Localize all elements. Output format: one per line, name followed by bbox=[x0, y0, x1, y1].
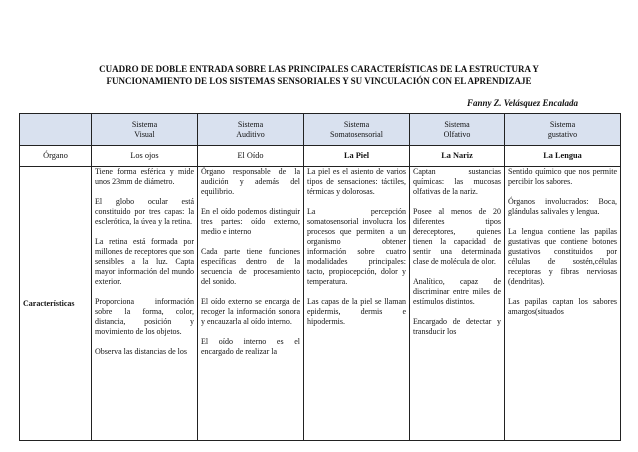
characteristic-paragraph: El globo ocular está constituido por tres capas: la esclerótica, la úvea y la retina. bbox=[95, 197, 194, 226]
organ-lengua: La Lengua bbox=[505, 146, 621, 167]
characteristic-paragraph: En el oído podemos distinguir tres partes: oído externo, medio e interno bbox=[201, 207, 300, 236]
characteristic-paragraph: Proporciona información sobre la forma, color, distancia, posición y movimiento de los objetos. bbox=[95, 297, 194, 336]
characteristic-paragraph: La percepción somatosensorial involucra los procesos que permiten a un organismo obtener información sobre cuatro modalidades principales: tacto, propiocepción, dolor y temperatura. bbox=[307, 207, 406, 286]
doc-title-line1: CUADRO DE DOBLE ENTRADA SOBRE LAS PRINCIPALES CARACTERÍSTICAS DE LA ESTRUCTURA Y bbox=[99, 64, 539, 74]
organ-visual: Los ojos bbox=[92, 146, 198, 167]
organ-piel: La Piel bbox=[304, 146, 410, 167]
characteristic-paragraph: Tiene forma esférica y mide unos 23mm de diámetro. bbox=[95, 167, 194, 186]
characteristic-paragraph: Encargado de detectar y transducir los bbox=[413, 317, 501, 336]
characteristics-label: Características bbox=[20, 167, 92, 441]
organ-auditivo: El Oído bbox=[198, 146, 304, 167]
characteristic-paragraph: Las papilas captan los sabores amargos(situados bbox=[508, 297, 617, 316]
doc-title-line2: FUNCIONAMIENTO DE LOS SISTEMAS SENSORIALES Y SU VINCULACIÓN CON EL APRENDIZAJE bbox=[106, 76, 532, 86]
characteristic-paragraph: El oído externo se encarga de recoger la información sonora y encauzarla al oído interno. bbox=[201, 297, 300, 326]
sensory-systems-table bbox=[19, 113, 621, 441]
author-name: Fanny Z. Velásquez Encalada bbox=[466, 98, 578, 108]
characteristics-row bbox=[20, 167, 621, 441]
char-cell-auditivo bbox=[198, 167, 304, 441]
header-visual: Sistema Visual bbox=[92, 114, 198, 146]
organ-row bbox=[20, 146, 621, 167]
header-gustativo: Sistema gustativo bbox=[505, 114, 621, 146]
char-cell-gustativo bbox=[505, 167, 621, 441]
characteristic-paragraph: Captan sustancias químicas: las mucosas olfativas de la nariz. bbox=[413, 167, 501, 196]
characteristic-paragraph: La retina está formada por millones de receptores que son sensibles a la luz. Capta mayor información del mundo exterior. bbox=[95, 237, 194, 286]
header-empty bbox=[20, 114, 92, 146]
header-row bbox=[20, 114, 621, 146]
characteristic-paragraph: Las capas de la piel se llaman epidermis, dermis e hipodermis. bbox=[307, 297, 406, 326]
characteristic-paragraph: La lengua contiene las papilas gustativas que contiene botones gustativos constituidos por células de sostén,células receptoras y fibras nerviosas (dendritas). bbox=[508, 227, 617, 286]
characteristic-paragraph: Analítico, capaz de discriminar entre miles de estímulos distintos. bbox=[413, 277, 501, 306]
characteristic-paragraph: Sentido químico que nos permite percibir los sabores. bbox=[508, 167, 617, 186]
characteristic-paragraph: El oído interno es el encargado de realizar la bbox=[201, 337, 300, 356]
characteristic-paragraph: Observa las distancias de los bbox=[95, 347, 187, 356]
characteristic-paragraph: Órgano responsable de la audición y además del equilibrio. bbox=[201, 167, 300, 196]
organ-nariz: La Nariz bbox=[410, 146, 505, 167]
header-auditivo: Sistema Auditivo bbox=[198, 114, 304, 146]
char-cell-visual bbox=[92, 167, 198, 441]
characteristic-paragraph: La piel es el asiento de varios tipos de sensaciones: táctiles, térmicas y dolorosas. bbox=[307, 167, 406, 196]
header-olfativo: Sistema Olfativo bbox=[410, 114, 505, 146]
char-cell-somatosensorial bbox=[304, 167, 410, 441]
char-cell-olfativo bbox=[410, 167, 505, 441]
header-somatosensorial: Sistema Somatosensorial bbox=[304, 114, 410, 146]
characteristic-paragraph: Cada parte tiene funciones específicas dentro de la secuencia de procesamiento del sonido. bbox=[201, 247, 300, 286]
characteristic-paragraph: Posee al menos de 20 diferentes tipos dereceptores, quienes tienen la capacidad de sentir una determinada clase de molécula de olor. bbox=[413, 207, 501, 266]
characteristic-paragraph: Órganos involucrados: Boca, glándulas salivales y lengua. bbox=[508, 197, 617, 216]
organ-label: Órgano bbox=[20, 146, 92, 167]
